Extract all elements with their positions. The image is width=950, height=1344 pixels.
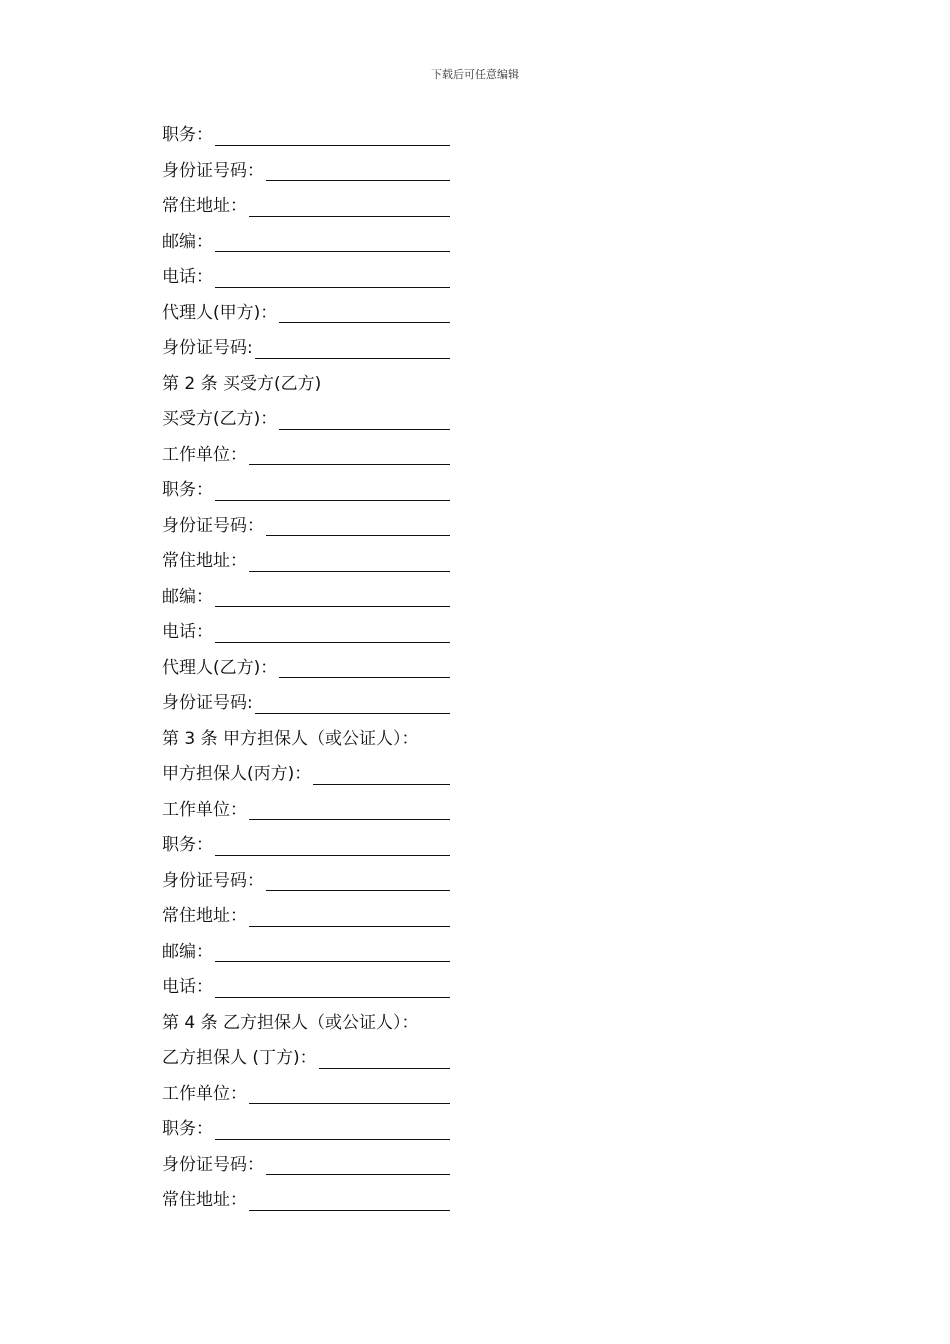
field-label: 邮编： [162, 586, 213, 607]
field-label: 职务： [162, 1119, 213, 1139]
form-field-row [162, 296, 462, 332]
form-field-row [162, 686, 462, 722]
fill-in-blank[interactable] [215, 232, 450, 252]
form-field-row [162, 864, 462, 900]
field-label: 工作单位： [162, 1083, 247, 1104]
form-field-row [162, 189, 462, 225]
form-field-row [162, 260, 462, 296]
field-label: 职务： [162, 835, 213, 855]
field-label: 常住地址： [162, 1190, 247, 1210]
field-label: 电话： [162, 622, 213, 642]
fill-in-blank[interactable] [215, 268, 450, 288]
fill-in-blank[interactable] [266, 871, 450, 891]
form-field-row [162, 1183, 462, 1219]
fill-in-blank[interactable] [279, 410, 450, 430]
field-label: 代理人(甲方)： [162, 302, 278, 323]
field-label: 身份证号码： [162, 515, 264, 536]
fill-in-blank[interactable] [279, 658, 450, 678]
fill-in-blank[interactable] [319, 1049, 450, 1069]
form-field-row [162, 580, 462, 616]
form-field-row [162, 154, 462, 190]
fill-in-blank[interactable] [249, 1191, 450, 1211]
fill-in-blank[interactable] [266, 161, 450, 181]
fill-in-blank[interactable] [313, 765, 450, 785]
form-field-row [162, 402, 462, 438]
form-field-row [162, 1148, 462, 1184]
field-label: 甲方担保人(丙方)： [162, 764, 312, 784]
fill-in-blank[interactable] [215, 481, 450, 501]
form-field-row [162, 757, 462, 793]
field-label: 职务： [162, 125, 213, 145]
field-label: 邮编： [162, 941, 213, 962]
fill-in-blank[interactable] [266, 1155, 450, 1175]
field-label: 工作单位： [162, 444, 247, 465]
fill-in-blank[interactable] [249, 197, 450, 217]
fill-in-blank[interactable] [215, 942, 450, 962]
fill-in-blank[interactable] [215, 126, 450, 146]
field-label: 常住地址： [162, 906, 247, 926]
fill-in-blank[interactable] [255, 694, 450, 714]
field-label: 常住地址： [162, 551, 247, 571]
form-field-row [162, 331, 462, 367]
form-field-row [162, 1041, 462, 1077]
field-label: 电话： [162, 977, 213, 997]
field-label: 代理人(乙方)： [162, 657, 278, 678]
form-field-row [162, 615, 462, 651]
field-label: 职务： [162, 480, 213, 500]
form-field-row [162, 1077, 462, 1113]
form-field-row [162, 509, 462, 545]
section-heading: 第 2 条 买受方(乙方) [162, 373, 322, 394]
fill-in-blank[interactable] [215, 1120, 450, 1140]
fill-in-blank[interactable] [215, 587, 450, 607]
field-label: 身份证号码： [162, 160, 264, 181]
form-field-row [162, 1112, 462, 1148]
fill-in-blank[interactable] [255, 339, 450, 359]
fill-in-blank[interactable] [249, 800, 450, 820]
field-label: 工作单位： [162, 799, 247, 820]
field-label: 乙方担保人 (丁方)： [162, 1048, 317, 1068]
form-field-row [162, 970, 462, 1006]
fill-in-blank[interactable] [266, 516, 450, 536]
form-field-row [162, 828, 462, 864]
form-field-row [162, 225, 462, 261]
section-heading: 第 3 条 甲方担保人（或公证人）： [162, 728, 419, 749]
field-label: 身份证号码： [162, 1154, 264, 1175]
fill-in-blank[interactable] [279, 303, 450, 323]
field-label: 身份证号码: [162, 338, 253, 358]
section-heading: 第 4 条 乙方担保人（或公证人）： [162, 1012, 419, 1033]
fill-in-blank[interactable] [249, 552, 450, 572]
field-label: 电话： [162, 267, 213, 287]
form-field-row [162, 899, 462, 935]
form-field-row [162, 118, 462, 154]
form-field-row [162, 544, 462, 580]
field-label: 买受方(乙方)： [162, 409, 278, 429]
fill-in-blank[interactable] [215, 623, 450, 643]
form-field-row [162, 793, 462, 829]
form-field-row [162, 935, 462, 971]
field-label: 常住地址： [162, 196, 247, 216]
fill-in-blank[interactable] [249, 1084, 450, 1104]
fill-in-blank[interactable] [249, 445, 450, 465]
field-label: 身份证号码： [162, 870, 264, 891]
fill-in-blank[interactable] [215, 978, 450, 998]
form-field-row [162, 473, 462, 509]
form-field-row [162, 651, 462, 687]
field-label: 身份证号码: [162, 693, 253, 713]
form-field-row [162, 438, 462, 474]
fill-in-blank[interactable] [249, 907, 450, 927]
field-label: 邮编： [162, 231, 213, 252]
fill-in-blank[interactable] [215, 836, 450, 856]
page-header: 下载后可任意编辑 [431, 68, 519, 81]
form-content [162, 118, 462, 1219]
